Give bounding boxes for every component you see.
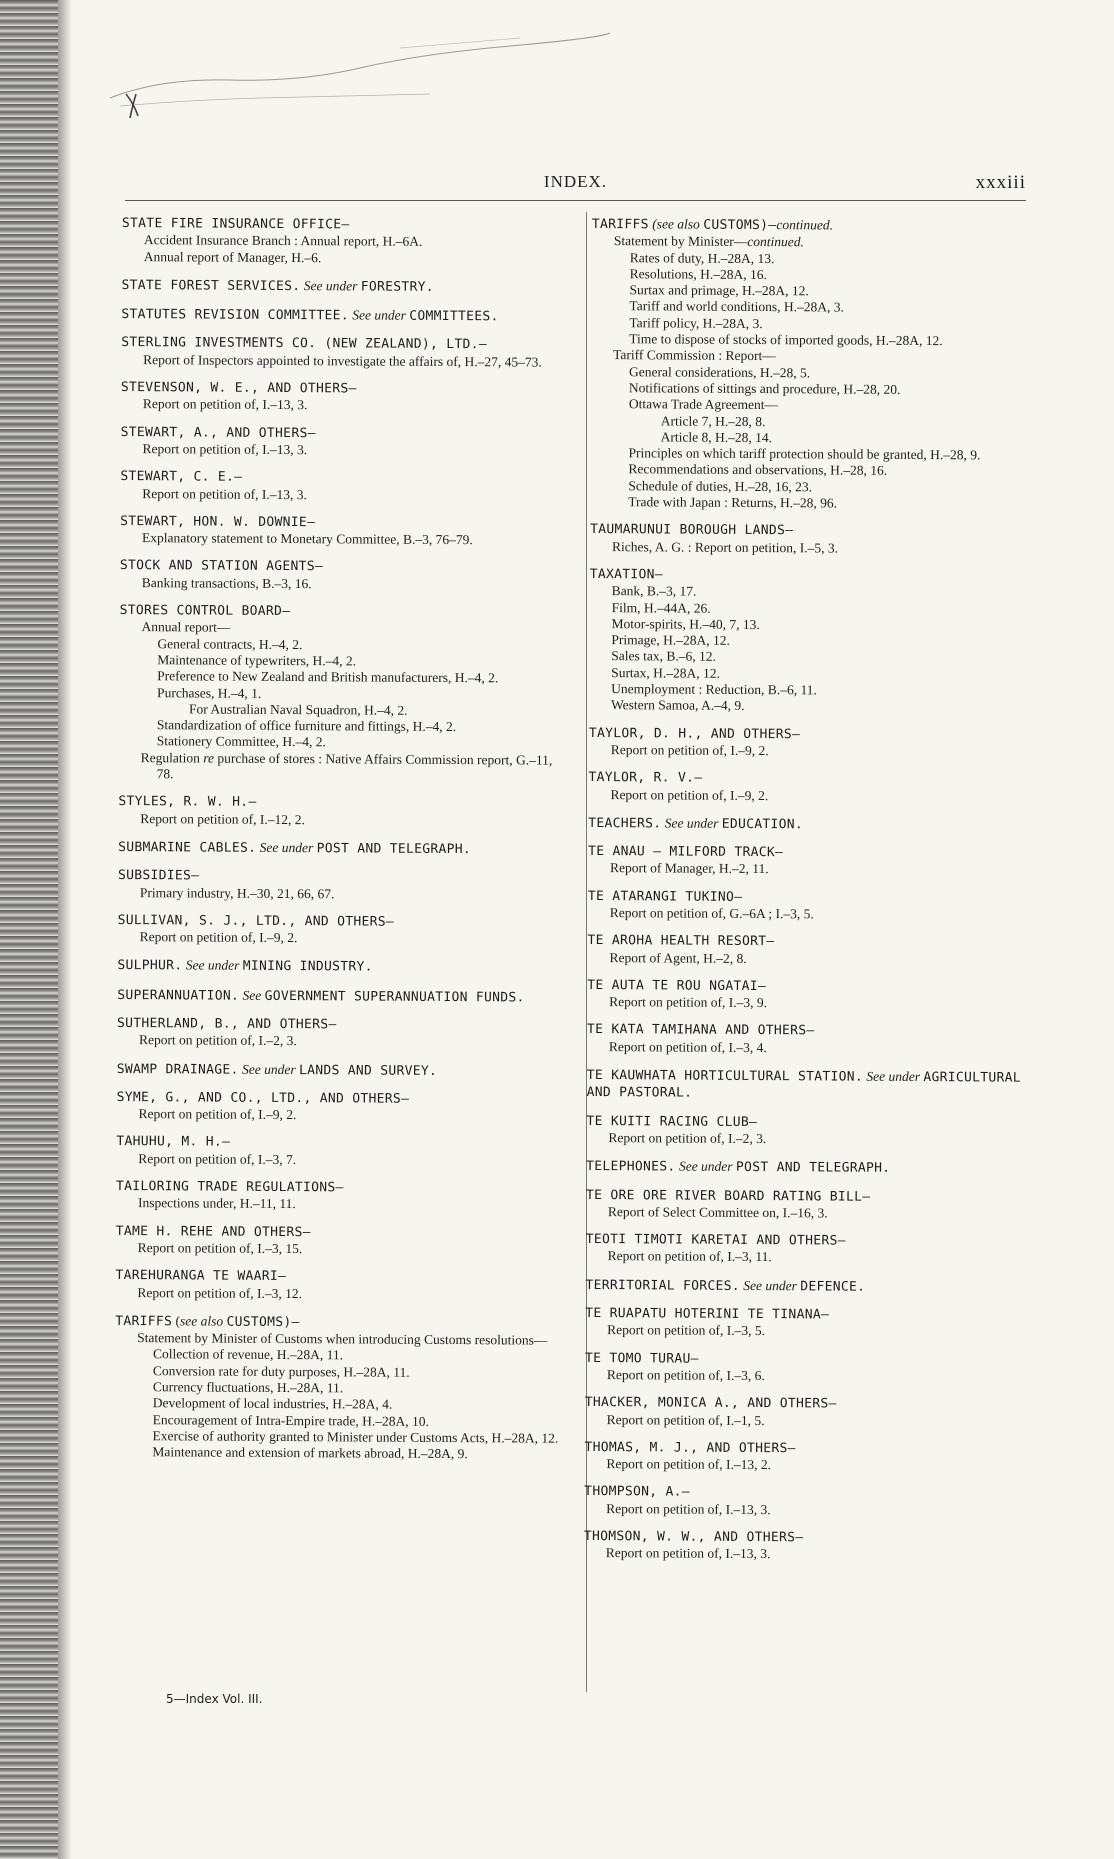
entry-heading: SUBMARINE CABLES.	[118, 839, 257, 856]
italic-term: re	[203, 750, 215, 766]
entry-line-text: Statement by Minister—	[613, 233, 748, 250]
cross-reference-target: CUSTOMS)—	[226, 1314, 300, 1330]
entry-line: Report on petition of, I.–3, 7.	[138, 1150, 297, 1167]
entry-heading: TE ORE ORE RIVER BOARD RATING BILL—	[585, 1187, 871, 1205]
entry-heading: SUBSIDIES—	[117, 868, 200, 884]
cross-reference-target: AGRICULTURAL AND PASTORAL.	[586, 1070, 1021, 1101]
index-entry	[122, 216, 568, 268]
entry-line: Report on petition of, I.–13, 3.	[606, 1500, 771, 1517]
index-entry	[586, 1158, 1026, 1178]
header-rule	[125, 200, 1026, 201]
entry-heading: TELEPHONES.	[586, 1159, 676, 1175]
entry-heading: STEVENSON, W. E., AND OTHERS—	[120, 380, 357, 397]
index-entry	[585, 1395, 1025, 1430]
entry-line: Stationery Committee, H.–4, 2.	[156, 733, 326, 750]
entry-line-text: Regulation	[140, 749, 200, 766]
entry-line: Surtax and primage, H.–28A, 12.	[629, 282, 809, 299]
entry-heading: TAYLOR, R. V.—	[588, 770, 703, 786]
entry-heading: STOCK AND STATION AGENTS—	[119, 558, 324, 575]
index-entry	[588, 770, 1028, 805]
footer-signature: 5—Index Vol. III.	[166, 1692, 263, 1706]
entry-line: Report on petition of, I.–13, 3.	[142, 485, 307, 502]
index-entry	[116, 1179, 562, 1214]
entry-line: Annual report—	[141, 619, 231, 636]
entry-line: Report on petition of, I.–9, 2.	[610, 742, 769, 758]
entry-heading: STATE FOREST SERVICES.	[121, 277, 301, 294]
cross-reference-target: EDUCATION.	[721, 816, 804, 833]
entry-line: Report on petition of, I.–9, 2.	[139, 929, 298, 946]
index-entry	[121, 380, 567, 415]
index-entry	[586, 1232, 1026, 1267]
entry-line: Annual report of Manager, H.–6.	[143, 248, 322, 265]
index-entry	[120, 514, 566, 549]
entry-heading: STERLING INVESTMENTS CO. (NEW ZEALAND), LTD.—	[121, 335, 487, 353]
entry-line: Tariff policy, H.–28A, 3.	[629, 315, 763, 331]
cross-reference-label: (see also	[652, 216, 700, 232]
entry-line: Principles on which tariff protection should be granted, H.–28, 9.	[628, 445, 981, 463]
index-entry	[117, 1061, 563, 1081]
index-entry	[584, 1440, 1024, 1475]
index-entry	[120, 469, 566, 504]
index-entry	[587, 1067, 1027, 1104]
index-entry	[590, 522, 1030, 557]
entry-heading: TEOTI TIMOTI KARETAI AND OTHERS—	[585, 1232, 846, 1249]
entry-line: Banking transactions, B.–3, 16.	[141, 574, 312, 591]
cross-reference-target: COMMITTEES.	[409, 308, 499, 325]
entry-line: Bank, B.–3, 17.	[611, 583, 697, 599]
cross-reference-label: See under	[678, 1158, 733, 1175]
index-entry	[587, 933, 1027, 968]
index-entry	[589, 726, 1029, 761]
entry-line: Primage, H.–28A, 12.	[611, 632, 730, 648]
entry-line: Report on petition of, I.–3, 12.	[137, 1284, 303, 1301]
entry-line: Report of Select Committee on, I.–16, 3.	[607, 1203, 828, 1221]
cross-reference-label: See under	[303, 278, 358, 294]
page-header	[125, 172, 1026, 196]
entry-line: Report on petition of, I.–3, 15.	[137, 1240, 303, 1257]
entry-heading: SUTHERLAND, B., AND OTHERS—	[117, 1015, 337, 1033]
entry-line: Article 8, H.–28, 14.	[660, 429, 773, 445]
entry-line: Report on petition of, G.–6A ; I.–3, 5.	[609, 905, 814, 922]
entry-heading: TE KUITI RACING CLUB—	[586, 1113, 758, 1130]
entry-line: Film, H.–44A, 26.	[611, 599, 711, 616]
entry-line: Article 7, H.–28, 8.	[660, 412, 766, 429]
entry-line: Notifications of sittings and procedure, H.–28, 20.	[628, 380, 901, 397]
entry-line: Exercise of authority granted to Minister under Customs Acts, H.–28A, 12.	[152, 1428, 559, 1446]
entry-line: Accident Insurance Branch : Annual report, H.–6A.	[143, 232, 423, 250]
entry-line-text: purchase of stores : Native Affairs Commission report, G.–11, 78.	[156, 750, 553, 782]
entry-line: Report on petition of, I.–13, 3.	[605, 1545, 771, 1562]
entry-heading: TE KATA TAMIHANA AND OTHERS—	[586, 1022, 815, 1039]
index-entry	[587, 1022, 1027, 1057]
entry-line: Standardization of office furniture and fittings, H.–4, 2.	[156, 717, 457, 735]
entry-line: Report on petition of, I.–9, 2.	[610, 786, 769, 803]
entry-line: Currency fluctuations, H.–28A, 11.	[152, 1379, 344, 1396]
entry-heading: TE KAUWHATA HORTICULTURAL STATION.	[586, 1068, 864, 1085]
cross-reference-label: See under	[242, 1061, 296, 1077]
entry-heading: STATE FIRE INSURANCE OFFICE—	[121, 216, 350, 233]
entry-line: Inspections under, H.–11, 11.	[137, 1195, 296, 1212]
index-entry	[587, 978, 1027, 1013]
entry-heading: TARIFFS	[115, 1313, 173, 1330]
index-entry	[116, 1090, 562, 1125]
entry-line: Report on petition of, I.–3, 6.	[606, 1367, 765, 1383]
entry-line: Report on petition of, I.–9, 2.	[138, 1106, 297, 1123]
entry-line: Report on petition of, I.–3, 5.	[607, 1322, 766, 1339]
entry-heading: STEWART, HON. W. DOWNIE—	[120, 513, 316, 531]
index-entry	[119, 603, 566, 785]
entry-line: Report of Agent, H.–2, 8.	[609, 949, 747, 966]
entry-heading: TEACHERS.	[588, 815, 662, 832]
continued-label: continued.	[747, 234, 804, 250]
entry-line: Report on petition of, I.–13, 3.	[142, 396, 308, 413]
entry-heading: THOMPSON, A.—	[584, 1484, 690, 1501]
entry-line: Report on petition of, I.–13, 2.	[606, 1456, 772, 1473]
index-entry	[118, 913, 564, 948]
entry-line: Statement by Minister of Customs when introducing Customs resolutions—	[137, 1330, 548, 1348]
index-entry	[584, 1529, 1024, 1564]
cross-reference-label: See	[242, 987, 262, 1003]
entry-line: Report on petition of, I.–3, 4.	[608, 1038, 767, 1055]
index-entry	[121, 335, 567, 370]
index-column-right	[584, 216, 1032, 1576]
cross-reference-label: See under	[743, 1277, 797, 1294]
entry-heading: TAUMARUNUI BOROUGH LANDS—	[590, 522, 794, 539]
entry-heading: TARIFFS	[591, 216, 649, 233]
page-number: xxxiii	[975, 172, 1026, 193]
entry-line: Explanatory statement to Monetary Committee, B.–3, 76–79.	[141, 530, 473, 548]
index-entry	[585, 1351, 1025, 1386]
entry-line: Unemployment : Reduction, B.–6, 11.	[611, 681, 817, 698]
entry-line: Ottawa Trade Agreement—	[628, 396, 779, 413]
entry-line: Report on petition of, I.–2, 3.	[608, 1130, 767, 1147]
entry-line: Preference to New Zealand and British manufacturers, H.–4, 2.	[157, 668, 499, 686]
index-entry	[116, 1224, 562, 1259]
entry-line: Sales tax, B.–6, 12.	[611, 648, 716, 665]
page-title: INDEX.	[543, 172, 608, 191]
entry-line: Schedule of duties, H.–28, 16, 23.	[628, 477, 813, 495]
index-entry	[584, 1484, 1024, 1519]
index-entry	[121, 306, 567, 326]
index-entry	[588, 844, 1028, 879]
entry-line: Surtax, H.–28A, 12.	[611, 664, 721, 681]
entry-heading: STEWART, C. E.—	[120, 469, 243, 486]
entry-line	[119, 750, 565, 785]
entry-heading: STYLES, R. W. H.—	[118, 794, 257, 811]
book-binding-edge	[0, 0, 58, 1859]
entry-line: Report on petition of, I.–12, 2.	[140, 810, 305, 827]
entry-heading: THOMAS, M. J., AND OTHERS—	[584, 1439, 796, 1457]
index-entry	[115, 1268, 561, 1303]
entry-heading: THACKER, MONICA A., AND OTHERS—	[584, 1395, 837, 1412]
cross-reference-label: See under	[259, 839, 314, 856]
index-entry	[117, 1016, 563, 1051]
entry-heading: TAYLOR, D. H., AND OTHERS—	[588, 725, 801, 742]
cross-reference-label: see also	[179, 1313, 224, 1329]
cross-reference-target: MINING INDUSTRY.	[242, 959, 373, 975]
entry-line: Recommendations and observations, H.–28, 16.	[628, 461, 888, 479]
entry-heading: TE TOMO TURAU—	[584, 1350, 699, 1367]
paren-open: (	[175, 1313, 181, 1329]
entry-heading: TE AROHA HEALTH RESORT—	[587, 933, 775, 950]
entry-heading: TE RUAPATU HOTERINI TE TINANA—	[585, 1306, 830, 1323]
index-entry	[117, 987, 563, 1007]
index-entry	[589, 567, 1030, 716]
entry-line: Maintenance and extension of markets abroad, H.–28A, 9.	[152, 1444, 468, 1462]
entry-heading: SYME, G., AND CO., LTD., AND OTHERS—	[116, 1089, 410, 1107]
entry-heading: STEWART, A., AND OTHERS—	[120, 424, 316, 441]
entry-line: Conversion rate for duty purposes, H.–28A, 11.	[152, 1362, 410, 1380]
entry-heading: TAHUHU, M. H.—	[116, 1134, 231, 1151]
entry-line: Motor-spirits, H.–40, 7, 13.	[611, 615, 760, 632]
index-entry	[586, 1114, 1026, 1149]
cross-reference-target: CUSTOMS)—	[703, 217, 777, 234]
index-entry	[117, 957, 563, 977]
binding-shadow	[58, 0, 72, 1859]
entry-line: Time to dispose of stocks of imported goods, H.–28A, 12.	[629, 331, 943, 349]
entry-heading: SUPERANNUATION.	[117, 987, 240, 1004]
index-entry	[118, 868, 564, 903]
cross-reference-target: FORESTRY.	[360, 279, 434, 295]
index-column-left	[114, 216, 568, 1475]
entry-line: Report on petition of, I.–3, 9.	[609, 994, 768, 1011]
entry-line: Collection of revenue, H.–28A, 11.	[153, 1346, 344, 1363]
entry-line: Report of Inspectors appointed to investigate the affairs of, H.–27, 45–73.	[143, 351, 542, 370]
entry-heading: TE AUTA TE ROU NGATAI—	[587, 977, 767, 994]
index-entry	[120, 558, 566, 593]
entry-heading: TERRITORIAL FORCES.	[585, 1277, 740, 1294]
entry-line: General contracts, H.–4, 2.	[157, 635, 303, 652]
index-entry	[118, 794, 564, 829]
entry-heading: STORES CONTROL BOARD—	[119, 603, 291, 620]
index-entry	[114, 1313, 561, 1463]
index-entry	[590, 216, 1032, 513]
index-entry	[585, 1306, 1025, 1341]
entry-heading: THOMSON, W. W., AND OTHERS—	[583, 1528, 804, 1546]
index-entry	[586, 1188, 1026, 1223]
entry-line: Purchases, H.–4, 1.	[157, 684, 262, 701]
entry-line: Report on petition of, I.–1, 5.	[606, 1411, 765, 1428]
entry-heading: TE ATARANGI TUKINO—	[587, 888, 743, 905]
entry-line: Rates of duty, H.–28A, 13.	[629, 249, 775, 266]
cross-reference-target: DEFENCE.	[800, 1279, 866, 1295]
cross-reference-label: See under	[866, 1068, 921, 1085]
entry-line: General considerations, H.–28, 5.	[629, 363, 811, 381]
entry-line: Report on petition of, I.–2, 3.	[138, 1032, 297, 1049]
index-entry	[588, 889, 1028, 924]
index-entry	[121, 425, 567, 460]
entry-heading: TAREHURANGA TE WAARI—	[115, 1268, 287, 1285]
cross-reference-label: See under	[185, 957, 240, 974]
entry-line: Western Samoa, A.–4, 9.	[610, 697, 745, 714]
entry-line: Development of local industries, H.–28A, 4.	[152, 1395, 393, 1413]
entry-heading: SULLIVAN, S. J., LTD., AND OTHERS—	[117, 912, 395, 930]
pencil-scribble-marks	[100, 8, 620, 128]
entry-line: Report on petition of, I.–3, 11.	[607, 1248, 772, 1265]
entry-line: Report of Manager, H.–2, 11.	[609, 860, 769, 877]
entry-line: Tariff and world conditions, H.–28A, 3.	[629, 298, 844, 316]
index-entry	[585, 1277, 1025, 1297]
index-entry	[118, 839, 564, 859]
entry-line: Maintenance of typewriters, H.–4, 2.	[157, 652, 357, 669]
index-entry	[116, 1134, 562, 1169]
cross-reference-label: See under	[664, 815, 719, 831]
entry-heading: SWAMP DRAINAGE.	[116, 1061, 239, 1078]
entry-line: Trade with Japan : Returns, H.–28, 96.	[628, 494, 838, 511]
entry-line: Report on petition of, I.–13, 3.	[142, 441, 308, 458]
cross-reference-target: LANDS AND SURVEY.	[299, 1062, 438, 1079]
entry-line: Encouragement of Intra-Empire trade, H.–28A, 10.	[152, 1411, 429, 1429]
entry-heading: SULPHUR.	[117, 958, 183, 974]
entry-line-text: For Australian Naval Squadron, H.–4, 2.	[188, 701, 408, 718]
entry-heading: TAME H. REHE AND OTHERS—	[115, 1223, 311, 1240]
entry-heading: TE ANAU – MILFORD TRACK—	[588, 844, 784, 861]
cross-reference-target: POST AND TELEGRAPH.	[735, 1160, 891, 1177]
cross-reference-label: See under	[352, 307, 406, 323]
index-entry	[588, 815, 1028, 835]
entry-line: Riches, A. G. : Report on petition, I.–5, 3.	[611, 538, 839, 556]
entry-heading: STATUTES REVISION COMMITTEE.	[121, 307, 349, 324]
entry-heading: TAXATION—	[589, 566, 663, 583]
cross-reference-target: GOVERNMENT SUPERANNUATION FUNDS.	[264, 988, 525, 1006]
entry-line: Primary industry, H.–30, 21, 66, 67.	[139, 884, 335, 901]
entry-heading: TAILORING TRADE REGULATIONS—	[116, 1179, 344, 1196]
continued-label: continued.	[776, 217, 834, 233]
cross-reference-target: POST AND TELEGRAPH.	[316, 841, 472, 858]
entry-line: Tariff Commission : Report—	[613, 347, 776, 364]
index-entry	[122, 277, 568, 297]
entry-line: Resolutions, H.–28A, 16.	[629, 266, 767, 282]
